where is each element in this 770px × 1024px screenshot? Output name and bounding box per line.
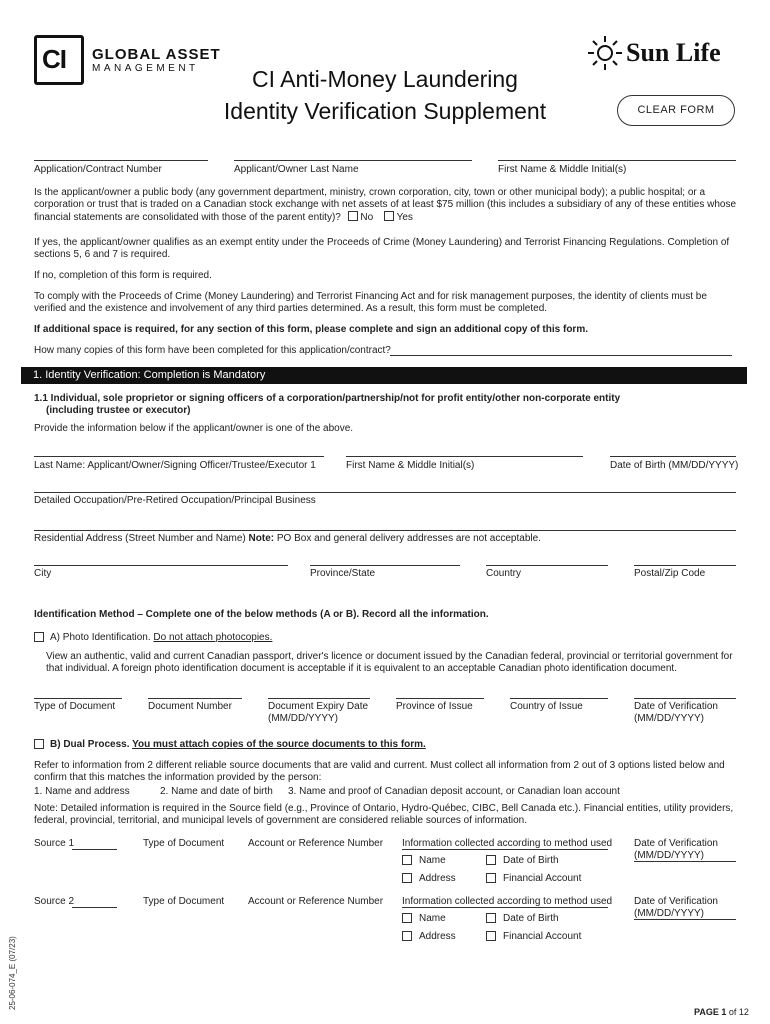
source-1-name-checkbox[interactable] bbox=[402, 855, 412, 865]
source-2-financial-label: Financial Account bbox=[503, 931, 582, 942]
sun-life-sun-icon bbox=[586, 34, 624, 72]
page-title bbox=[210, 63, 560, 127]
postal-field[interactable] bbox=[634, 565, 736, 566]
photo-id-text: View an authentic, valid and current Canadian passport, driver's licence or document issued by the Canadian federal, provincial or territorial government for that individual. A foreign photo identification document is acceptable if it is equivalent to an acceptable Canadian photo identification document. bbox=[46, 651, 733, 674]
refer-text: Refer to information from 2 different reliable source documents that are valid and current. Must collect all information from 2 out of 3 options listed below and confirm that this matches the information provided by the person: bbox=[34, 760, 725, 783]
expiry-label-1: Document Expiry Date bbox=[268, 701, 369, 712]
doc-number-field[interactable] bbox=[148, 698, 242, 699]
comply-text: To comply with the Proceeds of Crime (Money Laundering) and Terrorist Financing Act and for risk management purposes, the identity of clients must be verified and the existence and involvement of any third parties determined. As a result, this form must be completed. bbox=[34, 291, 707, 314]
type-doc-label: Type of Document bbox=[34, 701, 116, 712]
owner-last-name-label: Applicant/Owner Last Name bbox=[234, 164, 359, 175]
clear-form-button[interactable]: CLEAR FORM bbox=[617, 95, 735, 126]
dual-process-label: B) Dual Process. You must attach copies of the source documents to this form. bbox=[50, 739, 426, 750]
province-label: Province/State bbox=[310, 568, 376, 579]
city-label: City bbox=[34, 568, 52, 579]
option-1: 1. Name and address bbox=[34, 786, 130, 797]
section-1-1-line2: (including trustee or executor) bbox=[46, 405, 191, 416]
if-no-text: If no, completion of this form is required. bbox=[34, 270, 212, 281]
type-doc-field[interactable] bbox=[34, 698, 122, 699]
sun-life-logo: Sun Life bbox=[626, 38, 721, 67]
management-text: MANAGEMENT bbox=[92, 63, 199, 74]
expiry-field[interactable] bbox=[268, 698, 370, 699]
expiry-label-2: (MM/DD/YYYY) bbox=[268, 713, 338, 724]
prov-issue-label: Province of Issue bbox=[396, 701, 473, 712]
app-number-label: Application/Contract Number bbox=[34, 164, 162, 175]
source-1-field[interactable] bbox=[72, 849, 117, 850]
source-1-verif-label-2: (MM/DD/YYYY) bbox=[634, 850, 704, 861]
yes-label: Yes bbox=[396, 212, 413, 223]
country-issue-label: Country of Issue bbox=[510, 701, 583, 712]
occupation-field[interactable] bbox=[34, 492, 736, 493]
country-field[interactable] bbox=[486, 565, 608, 566]
source-1-verif-field[interactable] bbox=[634, 861, 736, 862]
dob-field[interactable] bbox=[610, 456, 736, 457]
title-line-2: Identity Verification Supplement bbox=[223, 98, 547, 124]
public-body-no-checkbox[interactable] bbox=[348, 211, 358, 221]
country-label: Country bbox=[486, 568, 522, 579]
source-2-name-checkbox[interactable] bbox=[402, 913, 412, 923]
copies-field[interactable] bbox=[390, 355, 732, 356]
additional-space-text: If additional space is required, for any section of this form, please complete and sign an additional copy of this form. bbox=[34, 324, 588, 335]
source-1-info-underline bbox=[402, 849, 608, 850]
public-body-yes-checkbox[interactable] bbox=[384, 211, 394, 221]
id-method-text: Identification Method – Complete one of the below methods (A or B). Record all the information. bbox=[34, 609, 489, 620]
if-yes-text: If yes, the applicant/owner qualifies as an exempt entity under the Proceeds of Crime (Money Laundering) and Terrorist Financing Regulations. Completion of sections 5, 6 and 7 is required. bbox=[34, 237, 730, 260]
prov-issue-field[interactable] bbox=[396, 698, 484, 699]
source-2-info-label: Information collected according to method used bbox=[402, 896, 613, 907]
first-name-1-field[interactable] bbox=[346, 456, 583, 457]
source-1-address-label: Address bbox=[419, 873, 456, 884]
note-text: Note: Detailed information is required in the Source field (e.g., Province of Ontario, Hydro-Québec, CIBC, Bell Canada etc.). Financial entities, utility providers, federal, provincial, territorial, and municipal levels of government are considered reliable sources of information. bbox=[34, 803, 734, 826]
no-label: No bbox=[360, 212, 374, 223]
source-1-financial-checkbox[interactable] bbox=[486, 873, 496, 883]
source-2-address-checkbox[interactable] bbox=[402, 931, 412, 941]
source-2-info-underline bbox=[402, 907, 608, 908]
address-field[interactable] bbox=[34, 530, 736, 531]
photo-id-label: A) Photo Identification. Do not attach photocopies. bbox=[50, 632, 273, 643]
verif-date-a-field[interactable] bbox=[634, 698, 736, 699]
public-body-question: Is the applicant/owner a public body (any government department, ministry, crown corporation, city, town or other municipal body); a public hospital; or a corporation or trust that is traded on a Canadian stock exchange with net assets of at least $75 million (this includes a subsidiary of any of these entities whose financial statements are consolidated with those of the parent entity)? No Yes bbox=[34, 187, 737, 223]
verif-a-label-2: (MM/DD/YYYY) bbox=[634, 713, 704, 724]
doc-number-label: Document Number bbox=[148, 701, 232, 712]
postal-label: Postal/Zip Code bbox=[634, 568, 706, 579]
source-1-financial-label: Financial Account bbox=[503, 873, 582, 884]
ci-logo bbox=[34, 35, 84, 85]
last-name-field[interactable] bbox=[34, 456, 324, 457]
first-name-1-label: First Name & Middle Initial(s) bbox=[346, 460, 475, 471]
first-name-label: First Name & Middle Initial(s) bbox=[498, 164, 627, 175]
city-field[interactable] bbox=[34, 565, 288, 566]
occupation-label: Detailed Occupation/Pre-Retired Occupation/Principal Business bbox=[34, 495, 316, 506]
ci-logo-text: CI bbox=[42, 44, 66, 74]
title-line-1: CI Anti-Money Laundering bbox=[252, 66, 518, 92]
province-field[interactable] bbox=[310, 565, 460, 566]
source-1-type-label: Type of Document bbox=[143, 838, 225, 849]
provide-text: Provide the information below if the applicant/owner is one of the above. bbox=[34, 423, 354, 434]
source-2-dob-checkbox[interactable] bbox=[486, 913, 496, 923]
source-2-verif-label-2: (MM/DD/YYYY) bbox=[634, 908, 704, 919]
source-2-field[interactable] bbox=[72, 907, 117, 908]
first-name-field[interactable] bbox=[498, 160, 736, 161]
source-1-acct-label: Account or Reference Number bbox=[248, 838, 384, 849]
source-2-verif-field[interactable] bbox=[634, 919, 736, 920]
app-number-field[interactable] bbox=[34, 160, 208, 161]
source-2-dob-label: Date of Birth bbox=[503, 913, 559, 924]
option-3: 3. Name and proof of Canadian deposit account, or Canadian loan account bbox=[288, 786, 620, 797]
country-issue-field[interactable] bbox=[510, 698, 608, 699]
source-1-label: Source 1 bbox=[34, 838, 75, 849]
source-1-dob-label: Date of Birth bbox=[503, 855, 559, 866]
source-2-financial-checkbox[interactable] bbox=[486, 931, 496, 941]
option-2: 2. Name and date of birth bbox=[160, 786, 273, 797]
photo-id-checkbox[interactable] bbox=[34, 632, 44, 642]
source-2-label: Source 2 bbox=[34, 896, 75, 907]
source-2-type-label: Type of Document bbox=[143, 896, 225, 907]
last-name-label: Last Name: Applicant/Owner/Signing Officer/Trustee/Executor 1 bbox=[34, 460, 316, 471]
source-1-info-label: Information collected according to method used bbox=[402, 838, 613, 849]
source-1-name-label: Name bbox=[419, 855, 446, 866]
source-1-dob-checkbox[interactable] bbox=[486, 855, 496, 865]
source-2-address-label: Address bbox=[419, 931, 456, 942]
source-1-verif-label-1: Date of Verification bbox=[634, 838, 718, 849]
dual-process-checkbox[interactable] bbox=[34, 739, 44, 749]
section-1-heading: 1. Identity Verification: Completion is Mandatory bbox=[21, 367, 747, 384]
page-number: PAGE 1 of 12 bbox=[694, 1007, 749, 1017]
form-code: 25-06-074_E (07/23) bbox=[8, 936, 17, 1010]
source-2-name-label: Name bbox=[419, 913, 446, 924]
copies-question: How many copies of this form have been completed for this application/contract? bbox=[34, 345, 391, 356]
source-1-address-checkbox[interactable] bbox=[402, 873, 412, 883]
global-asset-text: GLOBAL ASSET bbox=[92, 46, 221, 63]
section-1-1-line1: 1.1 Individual, sole proprietor or signing officers of a corporation/partnership/not for profit entity/other non-corporate entity bbox=[34, 393, 621, 404]
source-2-acct-label: Account or Reference Number bbox=[248, 896, 384, 907]
dob-label: Date of Birth (MM/DD/YYYY) bbox=[610, 460, 739, 471]
owner-last-name-field[interactable] bbox=[234, 160, 472, 161]
address-label: Residential Address (Street Number and Name) Note: PO Box and general delivery addresses are not acceptable. bbox=[34, 533, 541, 544]
source-2-verif-label-1: Date of Verification bbox=[634, 896, 718, 907]
verif-a-label-1: Date of Verification bbox=[634, 701, 718, 712]
